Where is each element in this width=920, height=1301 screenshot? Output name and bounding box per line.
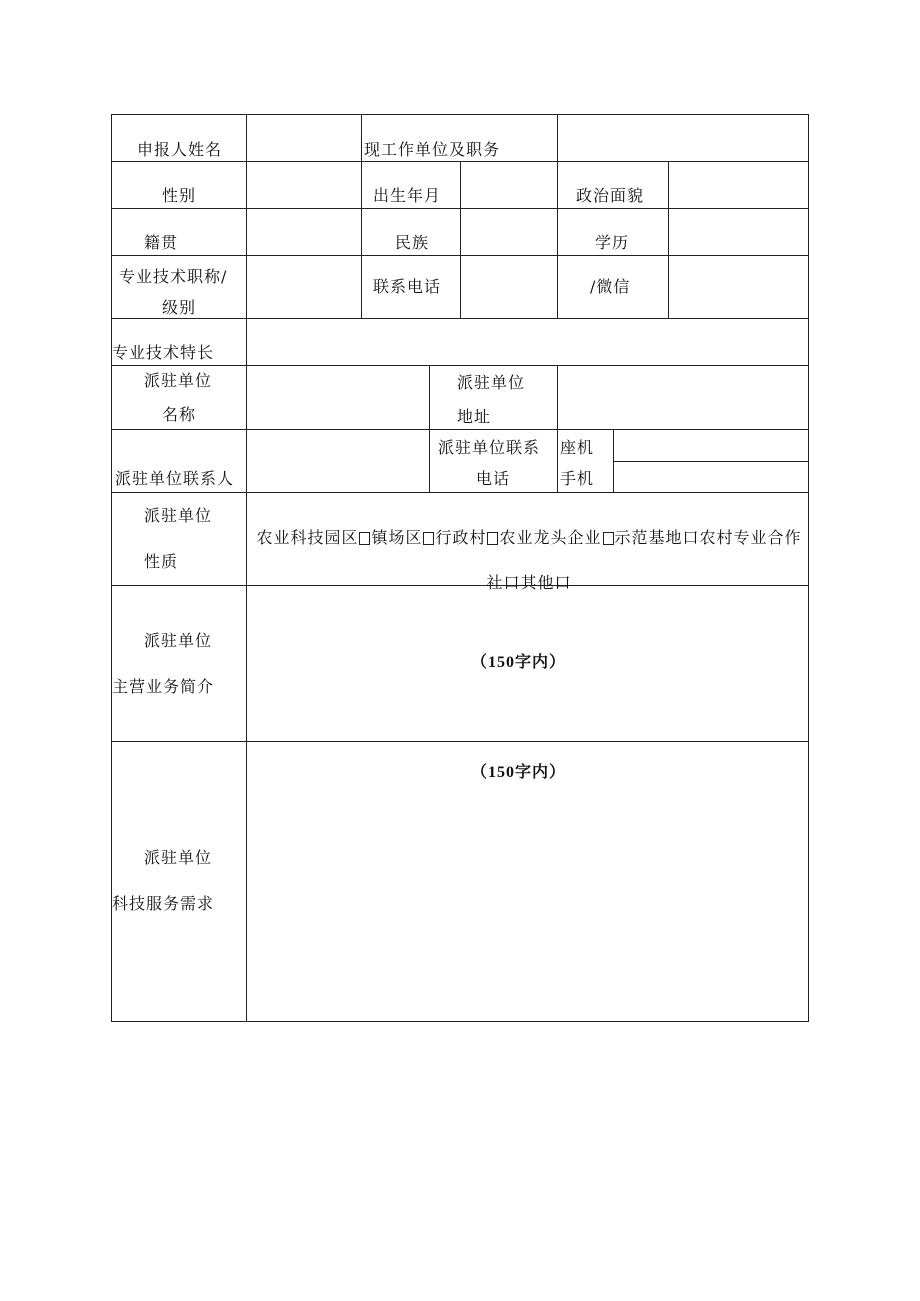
ethnicity-label: 民族 <box>395 233 430 252</box>
station-nature-option <box>371 528 435 547</box>
tech-demand-label-2: 科技服务需求 <box>112 894 215 913</box>
station-name-label-2: 名称 <box>162 405 197 424</box>
station-name-field[interactable] <box>247 366 429 429</box>
station-nature-option <box>615 528 700 547</box>
col-divider <box>361 114 362 161</box>
station-nature-option-label: 农业龙头企业 <box>499 528 602 547</box>
ethnicity-field[interactable] <box>461 209 557 255</box>
table-border-left <box>111 114 112 1022</box>
wechat-field[interactable] <box>669 256 808 318</box>
station-contact-label: 派驻单位联系人 <box>115 469 235 488</box>
professional-level-label: 级别 <box>162 298 197 317</box>
mobile-field[interactable] <box>614 462 808 492</box>
contact-phone-label: 联系电话 <box>373 277 442 296</box>
education-field[interactable] <box>669 209 808 255</box>
station-phone-label: 派驻单位联系 <box>438 438 541 457</box>
station-nature-option <box>435 528 499 547</box>
station-nature-label-2: 性质 <box>144 552 179 571</box>
contact-phone-field[interactable] <box>461 256 557 318</box>
gender-label: 性别 <box>162 186 197 205</box>
station-nature-option-label: 镇场区 <box>371 528 423 547</box>
station-nature-option <box>499 528 614 547</box>
station-nature-option-label: 农业科技园区 <box>256 528 359 547</box>
tech-demand-hint: （150字内） <box>471 764 567 781</box>
col-divider <box>429 365 430 492</box>
station-address-field[interactable] <box>558 366 808 429</box>
mobile-label: 手机 <box>560 469 595 488</box>
landline-field[interactable] <box>614 430 808 461</box>
work-unit-position-label: 现工作单位及职务 <box>364 140 501 159</box>
business-intro-label-2: 主营业务简介 <box>112 677 215 696</box>
applicant-name-label: 申报人姓名 <box>137 140 223 159</box>
landline-label: 座机 <box>560 438 595 457</box>
col-divider <box>557 161 558 318</box>
station-nature-option-label: 行政村 <box>435 528 487 547</box>
business-intro-hint: （150字内） <box>471 654 567 671</box>
specialty-field[interactable] <box>247 319 808 365</box>
station-nature-checkbox[interactable] <box>487 532 498 545</box>
station-contact-field[interactable] <box>247 430 429 492</box>
wechat-label: /微信 <box>590 277 631 296</box>
specialty-label: 专业技术特长 <box>112 343 215 362</box>
applicant-name-field[interactable] <box>247 115 361 161</box>
station-address-label: 派驻单位 <box>457 373 526 392</box>
station-nature-option <box>256 528 371 547</box>
work-unit-position-field[interactable] <box>558 115 808 161</box>
native-place-label: 籍贯 <box>144 233 179 252</box>
station-nature-checkbox-mark[interactable]: 口 <box>554 573 572 592</box>
application-form-table <box>111 114 809 1022</box>
gender-field[interactable] <box>247 162 361 208</box>
professional-title-label: 专业技术职称/ <box>119 267 228 286</box>
birth-date-field[interactable] <box>461 162 557 208</box>
station-nature-checkbox-mark[interactable]: 口 <box>682 528 700 547</box>
col-divider <box>361 161 362 318</box>
native-place-field[interactable] <box>247 209 361 255</box>
political-status-label: 政治面貌 <box>576 186 645 205</box>
station-nature-label: 派驻单位 <box>144 506 213 525</box>
business-intro-label: 派驻单位 <box>144 631 213 650</box>
tech-demand-label: 派驻单位 <box>144 848 213 867</box>
station-address-label-2: 地址 <box>457 407 492 426</box>
station-nature-checkbox-mark[interactable]: 口 <box>503 573 521 592</box>
education-label: 学历 <box>595 233 630 252</box>
table-border-right <box>808 114 809 1022</box>
station-nature-option-label: 农村专业合作社 <box>486 528 802 592</box>
birth-date-label: 出生年月 <box>373 186 442 205</box>
station-nature-checkbox[interactable] <box>359 532 370 545</box>
station-phone-label-2: 电话 <box>476 469 511 488</box>
station-nature-checkbox[interactable] <box>423 532 434 545</box>
political-status-field[interactable] <box>669 162 808 208</box>
station-name-label: 派驻单位 <box>144 371 213 390</box>
table-border-bottom <box>111 1021 809 1022</box>
station-nature-option-label: 其他 <box>520 573 555 592</box>
station-nature-checkbox[interactable] <box>603 532 614 545</box>
tech-demand-field[interactable] <box>247 742 808 1021</box>
row-divider <box>111 492 809 493</box>
professional-title-field[interactable] <box>247 256 361 318</box>
station-nature-option-label: 示范基地 <box>614 528 683 547</box>
